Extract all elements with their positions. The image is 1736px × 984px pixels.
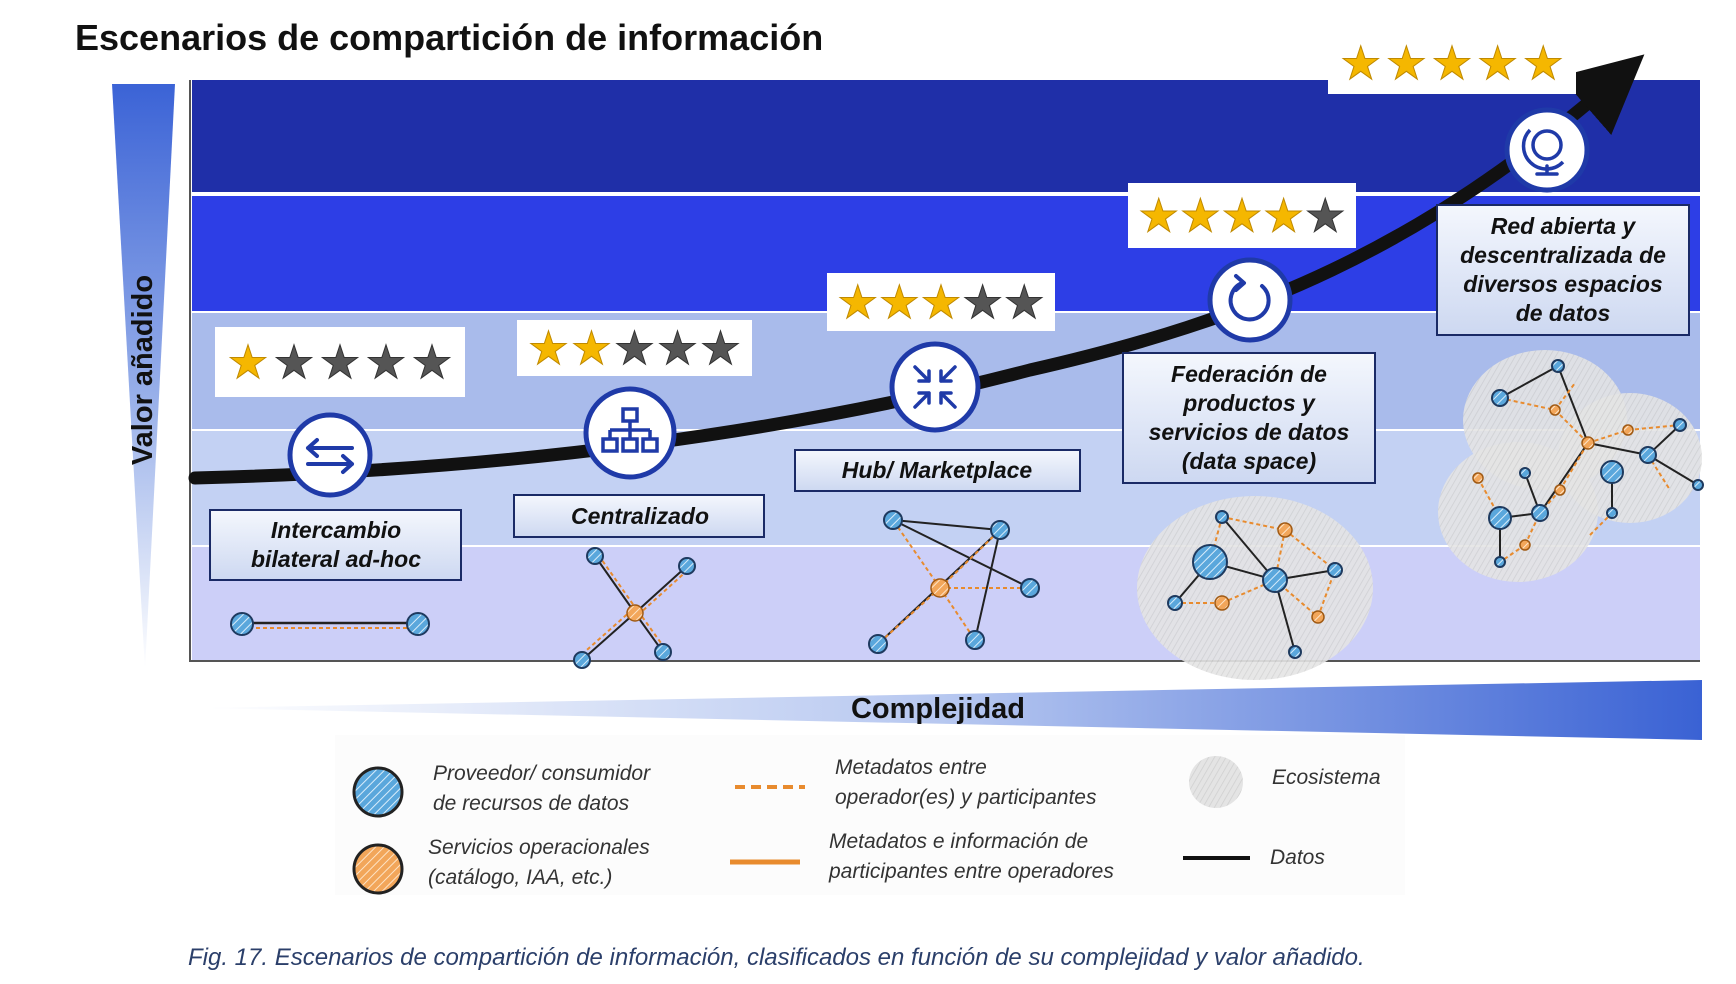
legend	[335, 735, 1405, 895]
service-node	[1550, 405, 1560, 415]
provider-node	[1193, 545, 1227, 579]
provider-node	[1489, 507, 1511, 529]
scenario-label-line: (data space)	[1181, 448, 1317, 474]
exchange-arrows-icon	[290, 415, 370, 495]
provider-node	[1640, 447, 1656, 463]
star-empty-icon: ★	[656, 321, 699, 375]
scenario-box-federation	[1123, 353, 1375, 483]
star-empty-icon: ★	[699, 321, 742, 375]
scenario-box-bilateral	[210, 510, 461, 580]
star-filled-icon: ★	[878, 275, 921, 329]
star-filled-icon: ★	[1476, 36, 1519, 90]
legend-label-line: de recursos de datos	[433, 792, 630, 815]
diagram-title: Escenarios de compartición de información	[75, 17, 824, 58]
network-federation	[1137, 496, 1373, 680]
svg-text:Centralizado	[571, 503, 709, 529]
legend-label-line: Datos	[1270, 846, 1325, 869]
legend-provider-symbol	[354, 768, 402, 816]
scenario-label-line: bilateral ad-hoc	[251, 546, 421, 572]
legend-label-line: Proveedor/ consumidor	[433, 762, 651, 785]
star-filled-icon: ★	[227, 335, 269, 389]
provider-node	[1289, 646, 1301, 658]
star-filled-icon: ★	[1138, 188, 1180, 243]
scenario-label-line: Federación de	[1171, 361, 1327, 387]
svg-text:Hub/ Marketplace	[842, 457, 1033, 483]
provider-node	[1674, 419, 1686, 431]
star-filled-icon: ★	[1262, 188, 1305, 243]
provider-node	[231, 613, 253, 635]
provider-node	[1601, 461, 1623, 483]
svg-text:Datos	[1270, 846, 1325, 869]
scenario-label-line: de datos	[1515, 300, 1611, 326]
refresh-icon	[1210, 260, 1290, 340]
provider-node	[1328, 563, 1342, 577]
legend-label-line: operador(es) y participantes	[835, 786, 1097, 809]
legend-label-line: Servicios operacionales	[428, 836, 650, 859]
service-node	[1520, 540, 1530, 550]
star-filled-icon: ★	[1431, 36, 1473, 90]
service-node	[1278, 523, 1292, 537]
service-node	[1623, 425, 1633, 435]
star-filled-icon: ★	[527, 321, 570, 375]
band-level-5	[192, 80, 1700, 192]
star-filled-icon: ★	[1221, 188, 1263, 243]
provider-node	[1495, 557, 1505, 567]
scenario-box-hub	[795, 450, 1080, 491]
star-rating-3	[827, 273, 1055, 331]
provider-node	[1532, 505, 1548, 521]
provider-node	[574, 652, 590, 668]
provider-node	[966, 631, 984, 649]
star-rating-4	[1128, 183, 1356, 248]
provider-node	[869, 635, 887, 653]
star-empty-icon: ★	[365, 335, 407, 389]
service-node	[931, 579, 949, 597]
star-empty-icon: ★	[1003, 275, 1045, 329]
star-empty-icon: ★	[613, 321, 656, 375]
service-node	[1555, 485, 1565, 495]
star-rating-5	[1328, 32, 1576, 94]
service-node	[1312, 611, 1324, 623]
star-filled-icon: ★	[570, 321, 613, 375]
provider-node	[1263, 568, 1287, 592]
scenario-label-line: productos y	[1183, 390, 1315, 416]
scenario-box-centralized	[514, 495, 764, 537]
scenario-label-line: Intercambio	[270, 517, 402, 543]
provider-node	[1021, 579, 1039, 597]
provider-node	[1492, 390, 1508, 406]
y-axis-label: Valor añadido	[127, 274, 159, 466]
scenario-label-line: Hub/ Marketplace	[841, 457, 1033, 483]
legend-service-symbol	[354, 845, 402, 893]
provider-node	[1552, 360, 1564, 372]
legend-label-line: (catálogo, IAA, etc.)	[428, 866, 613, 889]
star-filled-icon: ★	[1340, 36, 1382, 90]
star-rating-2	[517, 320, 752, 376]
x-axis-label: Complejidad	[850, 693, 1026, 725]
provider-node	[991, 521, 1009, 539]
provider-node	[1520, 468, 1530, 478]
legend-label-line: participantes entre operadores	[829, 860, 1114, 883]
svg-text:Ecosistema	[1272, 766, 1381, 789]
provider-node	[655, 644, 671, 660]
converge-arrows-icon	[892, 344, 978, 430]
star-empty-icon: ★	[1304, 188, 1346, 243]
legend-ecosystem-symbol	[1189, 756, 1243, 808]
scenario-label-line: Red abierta y	[1490, 213, 1636, 239]
scenario-label-line: diversos espacios	[1463, 271, 1663, 297]
star-empty-icon: ★	[961, 275, 1004, 329]
star-filled-icon: ★	[1522, 36, 1564, 90]
legend-label-line: Ecosistema	[1272, 766, 1381, 789]
provider-node	[1216, 511, 1228, 523]
scenario-label-line: Centralizado	[570, 503, 710, 529]
star-empty-icon: ★	[273, 335, 315, 389]
provider-node	[679, 558, 695, 574]
provider-node	[1693, 480, 1703, 490]
scenario-label-line: descentralizada de	[1460, 242, 1666, 268]
star-rating-1	[215, 327, 465, 397]
scenario-box-open-network	[1437, 205, 1689, 335]
provider-node	[587, 548, 603, 564]
star-empty-icon: ★	[411, 335, 453, 389]
provider-node	[1168, 596, 1182, 610]
provider-node	[884, 511, 902, 529]
provider-node	[1607, 508, 1617, 518]
star-empty-icon: ★	[319, 335, 361, 389]
provider-node	[407, 613, 429, 635]
figure-caption: Fig. 17. Escenarios de compartición de información, clasificados en función de su complejidad y valor añadido.	[188, 944, 1365, 971]
service-node	[1215, 596, 1229, 610]
service-node	[1582, 437, 1594, 449]
star-filled-icon: ★	[837, 275, 879, 329]
star-filled-icon: ★	[1385, 36, 1428, 90]
hierarchy-icon	[586, 389, 674, 477]
star-filled-icon: ★	[920, 275, 962, 329]
star-filled-icon: ★	[1179, 188, 1222, 243]
scenario-label-line: servicios de datos	[1148, 419, 1350, 445]
globe-icon	[1507, 110, 1587, 190]
legend-label-line: Metadatos e información de	[829, 830, 1089, 853]
service-node	[627, 605, 643, 621]
legend-label-line: Metadatos entre	[835, 756, 987, 779]
service-node	[1473, 473, 1483, 483]
